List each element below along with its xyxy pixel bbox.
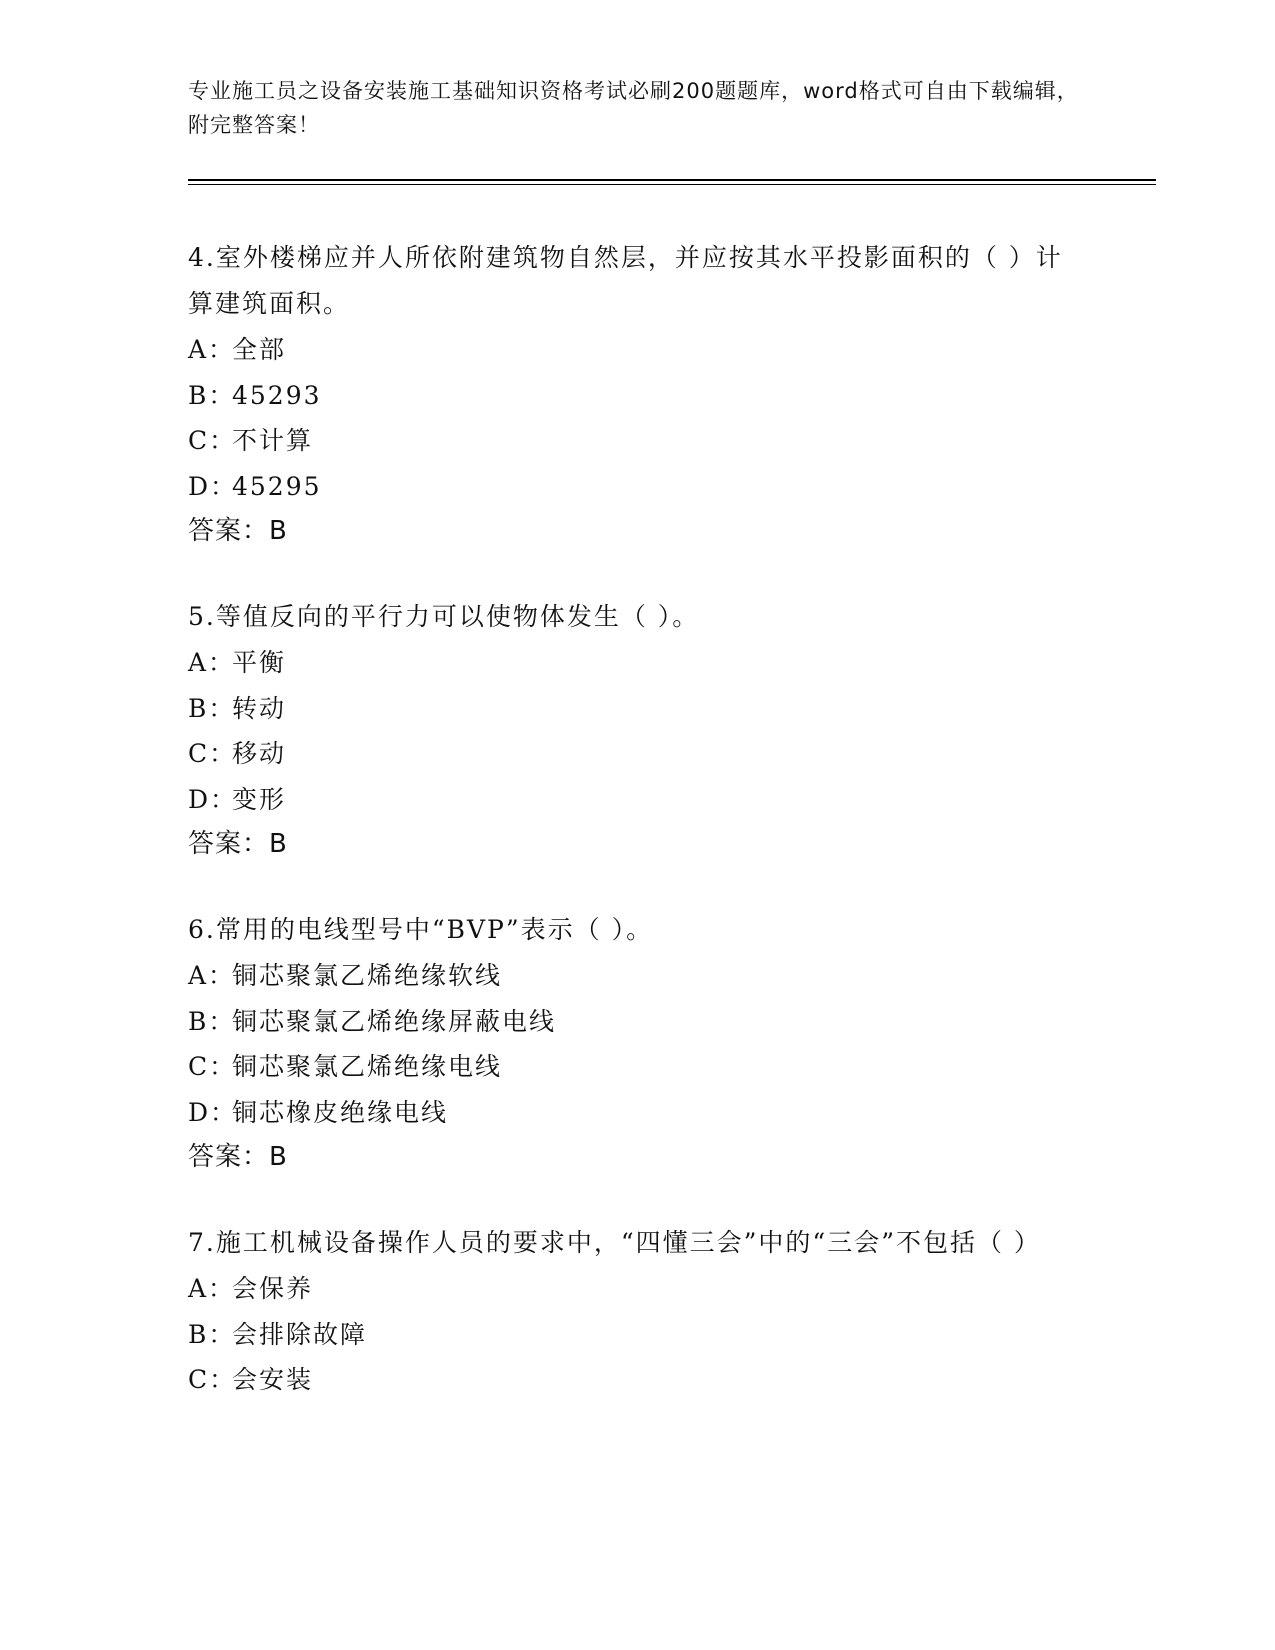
question-stem: 5.等值反向的平行力可以使物体发生（ ）。 xyxy=(188,602,700,631)
option-text: 铜芯橡皮绝缘电线 xyxy=(232,1097,449,1127)
option-key: B： xyxy=(188,380,236,410)
option-d xyxy=(188,1090,1088,1136)
option-a xyxy=(188,953,1088,999)
document-header: 专业施工员之设备安装施工基础知识资格考试必刷200题题库，word格式可自由下载编辑，附完整答案！ xyxy=(188,79,1079,137)
question-7 xyxy=(188,1220,1088,1403)
option-key: A： xyxy=(188,1274,236,1303)
option-c xyxy=(188,1044,1088,1090)
option-key: C： xyxy=(188,739,237,768)
answer-line: 答案：B xyxy=(188,1142,288,1172)
question-stem: 7.施工机械设备操作人员的要求中，“四懂三会”中的“三会”不包括（ ） xyxy=(188,1228,1041,1257)
option-text: 45295 xyxy=(232,471,322,501)
option-b xyxy=(188,999,1088,1045)
option-c xyxy=(188,418,1088,464)
question-6 xyxy=(188,907,1088,1180)
answer-line: 答案：B xyxy=(188,829,288,859)
option-d xyxy=(188,464,1088,510)
option-text: 全部 xyxy=(232,335,287,364)
option-key: B： xyxy=(188,1006,236,1036)
option-key: C： xyxy=(188,1052,237,1081)
option-text: 铜芯聚氯乙烯绝缘软线 xyxy=(232,961,503,990)
question-stem: 6.常用的电线型号中“BVP”表示（ ）。 xyxy=(188,915,654,944)
option-key: B： xyxy=(188,693,236,723)
option-key: A： xyxy=(188,335,236,364)
option-text: 会排除故障 xyxy=(232,1319,368,1349)
question-4 xyxy=(188,235,1088,554)
option-text: 铜芯聚氯乙烯绝缘屏蔽电线 xyxy=(232,1006,557,1036)
header-rule-thick xyxy=(188,179,1156,181)
answer-line: 答案：B xyxy=(188,516,288,546)
option-key: C： xyxy=(188,426,237,455)
question-5 xyxy=(188,594,1088,867)
option-key: A： xyxy=(188,961,236,990)
option-text: 不计算 xyxy=(232,426,314,455)
option-d xyxy=(188,777,1088,823)
option-text: 转动 xyxy=(232,693,287,723)
question-list xyxy=(188,235,1088,1443)
option-text: 会安装 xyxy=(232,1365,314,1394)
option-c xyxy=(188,1357,1088,1403)
option-b xyxy=(188,686,1088,732)
option-key: D： xyxy=(188,1097,238,1127)
option-a xyxy=(188,640,1088,686)
option-text: 平衡 xyxy=(232,648,287,677)
option-text: 会保养 xyxy=(232,1274,314,1303)
option-key: A： xyxy=(188,648,236,677)
option-key: D： xyxy=(188,471,238,501)
header-rule-thin xyxy=(188,184,1156,185)
option-text: 移动 xyxy=(232,739,287,768)
option-text: 变形 xyxy=(232,784,287,814)
question-stem: 4.室外楼梯应并人所依附建筑物自然层，并应按其水平投影面积的（ ）计算建筑面积。 xyxy=(188,243,1063,318)
option-key: C： xyxy=(188,1365,237,1394)
option-key: B： xyxy=(188,1319,236,1349)
option-a xyxy=(188,327,1088,373)
option-key: D： xyxy=(188,784,238,814)
option-b xyxy=(188,1312,1088,1358)
option-a xyxy=(188,1266,1088,1312)
option-text: 铜芯聚氯乙烯绝缘电线 xyxy=(232,1052,503,1081)
option-c xyxy=(188,731,1088,777)
option-text: 45293 xyxy=(232,380,322,410)
option-b xyxy=(188,373,1088,419)
